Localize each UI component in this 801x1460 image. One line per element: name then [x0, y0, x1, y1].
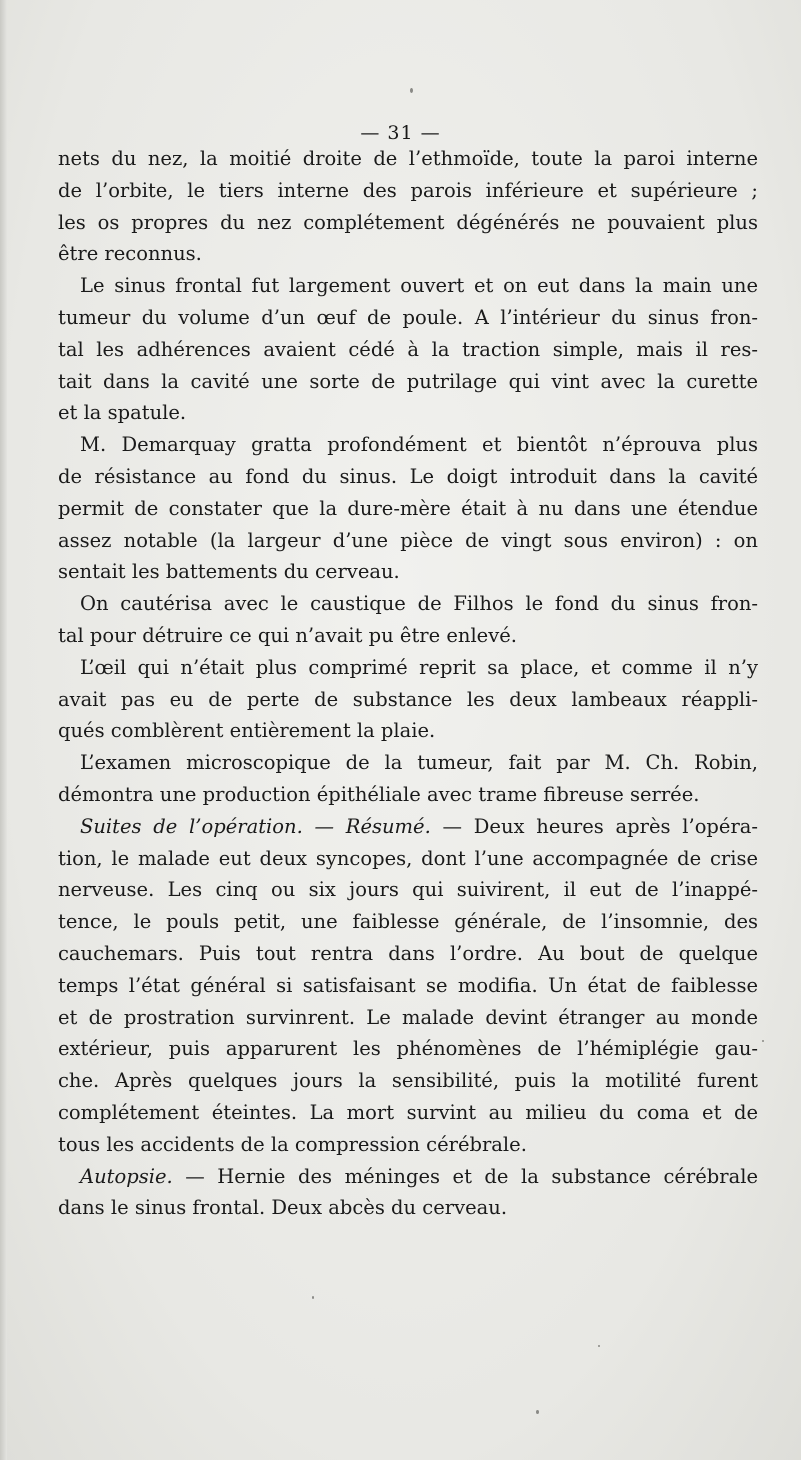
text-line: complétement éteintes. La mort survint au milieu du coma et de	[58, 1100, 758, 1124]
section-heading-suites: Suites de l’opération. — Résumé.	[80, 814, 431, 838]
text-line: tal pour détruire ce qui n’avait pu être enlevé.	[58, 623, 517, 647]
text-line: et la spatule.	[58, 401, 187, 425]
text-line: M. Demarquay gratta profondément et bientôt n’éprouva plus	[80, 433, 758, 457]
text-line: nets du nez, la moitié droite de l’ethmoïde, toute la paroi interne	[58, 147, 758, 170]
scan-speck	[762, 1040, 764, 1042]
text-line: démontra une production épithéliale avec trame fibreuse serrée.	[58, 782, 700, 806]
text-line: assez notable (la largeur d’une pièce de vingt sous environ) : on	[58, 528, 758, 552]
body-text	[58, 143, 758, 1224]
text-line: les os propres du nez complétement dégénérés ne pouvaient plus	[58, 210, 758, 234]
text-run: — Hernie des méninges et de la substance cérébrale	[185, 1164, 758, 1188]
text-run: — Deux heures après l’opéra-	[442, 814, 758, 838]
text-line: de l’orbite, le tiers interne des parois inférieure et supérieure ;	[58, 178, 758, 202]
scan-speck	[410, 88, 413, 93]
text-line: et de prostration survinrent. Le malade devint étranger au monde	[58, 1005, 758, 1029]
page-number: — 31 —	[360, 122, 441, 144]
text-line: Le sinus frontal fut largement ouvert et on eut dans la main une	[80, 274, 758, 298]
page-spine-shadow	[0, 0, 7, 1460]
text-line: tion, le malade eut deux syncopes, dont l’une accompagnée de crise	[58, 846, 758, 870]
scan-speck	[536, 1410, 539, 1414]
text-line: tence, le pouls petit, une faiblesse générale, de l’insomnie, des	[58, 910, 758, 934]
text-line: tous les accidents de la compression cérébrale.	[58, 1132, 527, 1156]
section-heading-line	[58, 1161, 758, 1193]
text-line: On cautérisa avec le caustique de Filhos le fond du sinus fron-	[80, 592, 758, 616]
text-line: être reconnus.	[58, 242, 202, 266]
text-line: dans le sinus frontal. Deux abcès du cerveau.	[58, 1196, 508, 1220]
text-line: tal les adhérences avaient cédé à la traction simple, mais il res-	[58, 337, 758, 361]
text-line: sentait les battements du cerveau.	[58, 560, 400, 584]
text-line: L’œil qui n’était plus comprimé reprit sa place, et comme il n’y	[80, 655, 758, 679]
scan-speck	[312, 1296, 314, 1299]
section-heading-autopsie: Autopsie.	[80, 1164, 173, 1188]
text-line: avait pas eu de perte de substance les deux lambeaux réappli-	[58, 687, 758, 711]
text-line: nerveuse. Les cinq ou six jours qui suivirent, il eut de l’inappé-	[58, 878, 758, 902]
text-line: permit de constater que la dure-mère était à nu dans une étendue	[58, 496, 758, 520]
text-line: tumeur du volume d’un œuf de poule. A l’intérieur du sinus fron-	[58, 305, 758, 329]
text-line: cauchemars. Puis tout rentra dans l’ordre. Au bout de quelque	[58, 941, 758, 965]
text-line: L’examen microscopique de la tumeur, fait par M. Ch. Robin,	[80, 751, 758, 775]
text-line: extérieur, puis apparurent les phénomènes de l’hémiplégie gau-	[58, 1037, 758, 1061]
scan-speck	[598, 1345, 600, 1347]
section-heading-line	[58, 811, 758, 843]
text-line: temps l’état général si satisfaisant se modifia. Un état de faiblesse	[58, 973, 758, 997]
text-line: de résistance au fond du sinus. Le doigt introduit dans la cavité	[58, 464, 758, 488]
text-line: che. Après quelques jours la sensibilité, puis la motilité furent	[58, 1069, 758, 1093]
text-line: tait dans la cavité une sorte de putrilage qui vint avec la curette	[58, 369, 758, 393]
text-line: qués comblèrent entièrement la plaie.	[58, 719, 436, 743]
